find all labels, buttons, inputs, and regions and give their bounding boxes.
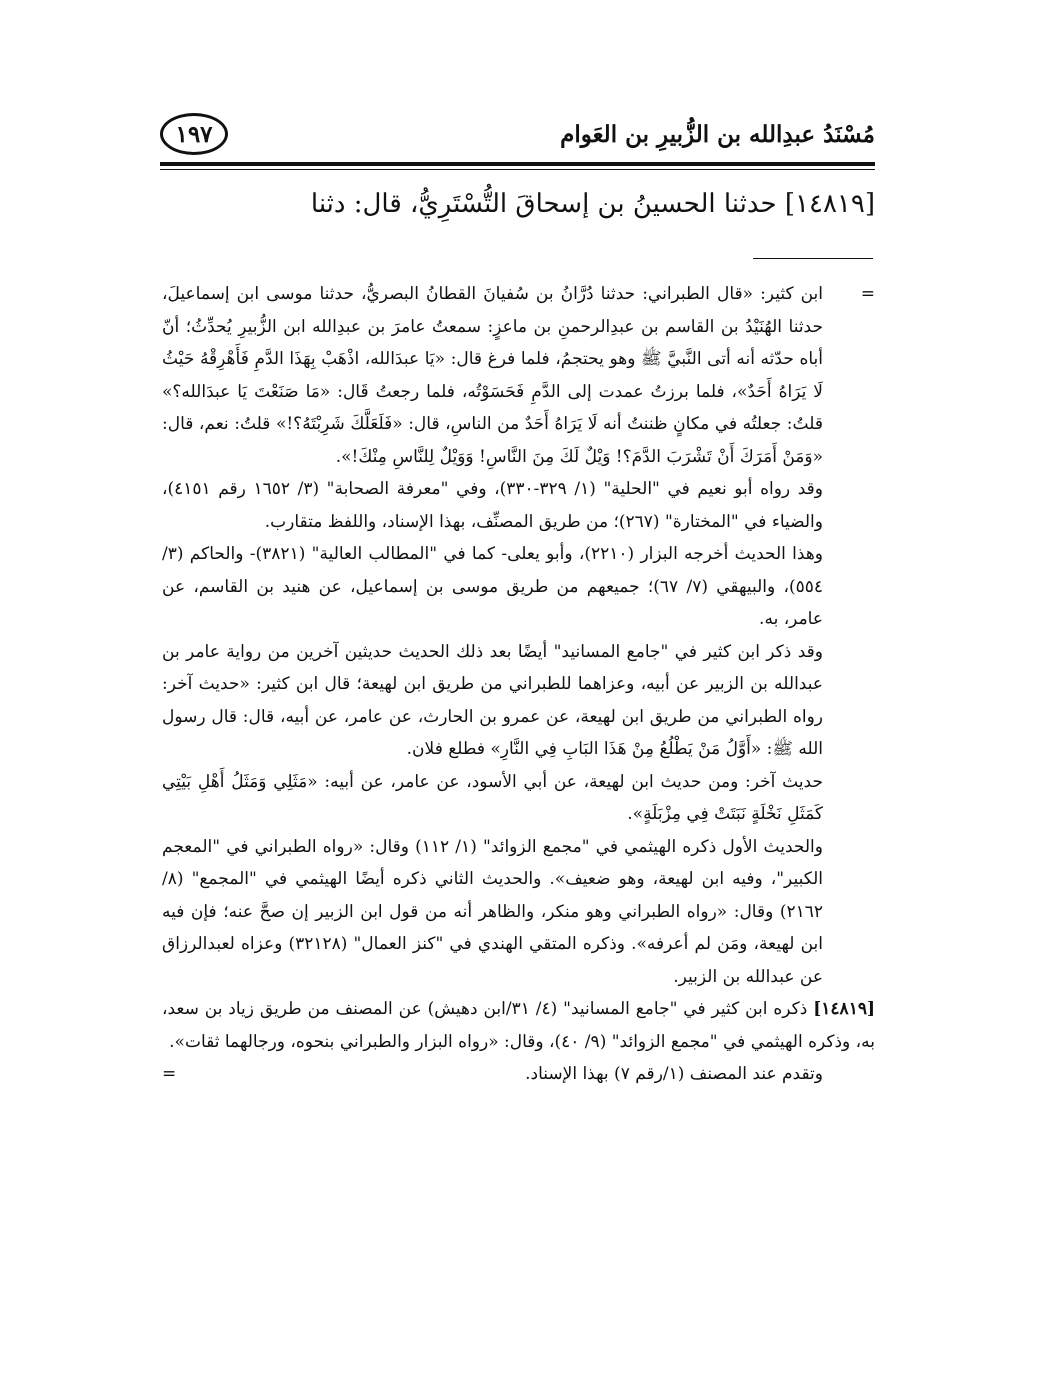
footnote-paragraph-7 [162, 993, 875, 1058]
footnote-paragraph-1 [162, 278, 875, 473]
footnote-text-5: حديث آخر: ومن حديث ابن لهيعة، عن أبي الأسود، عن عامر، عن أبيه: «مَثَلِي وَمَثَلُ أَهْلِ بَيْتِي كَمَثَلِ نَخْلَةٍ نَبَتَتْ فِي مِزْبَلَةٍ». [162, 771, 823, 824]
footnote-paragraph-2 [162, 473, 875, 538]
footnote-text-3: وهذا الحديث أخرجه البزار (٢٢١٠)، وأبو يعلى- كما في "المطالب العالية" (٣٨٢١)- والحاكم (٣/ ٥٥٤)، والبيهقي (٧/ ٦٧)؛ جميعهم من طريق موسى بن إسماعيل، عن هنيد بن القاسم، عن عامر، به. [162, 544, 823, 629]
footnote-text-1: ابن كثير: «قال الطبراني: حدثنا دُرَّانُ بن سُفيانَ القطانُ البصريُّ، حدثنا موسى ابن إسماعيلَ، حدثنا الهُنَيْدُ بن القاسم بن عبدِالرحمنِ بن ماعزٍ: سمعتُ عامرَ بن عبدِالله ابن الزُّبيرِ يُحدِّثُ؛ أنّ أباه حدّثه أنه أتى النَّبيَّ ﷺ وهو يحتجمُ، فلما فرغ قال: «يَا عبدَالله، اذْهَبْ بِهَذَا الدَّمِ فَأَهْرِقْهُ حَيْثُ لَا يَرَاهُ أَحَدٌ»، فلما برزتُ عمدت إلى الدَّمِ فَحَسَوْتُه، فلما رجعتُ قَال: «مَا صَنَعْتَ يَا عبدَالله؟» قلتُ: جعلتُه في مكانٍ ظننتُ أنه لَا يَرَاهُ أَحَدٌ من الناسِ، قال: «فَلَعَلَّكَ شَرِبْتَهُ؟!» قلتُ: نعم، قال: «وَمَنْ أَمَرَكَ أَنْ تَشْرَبَ الدَّمَ؟! وَيْلٌ لَكَ مِنَ النَّاسِ! وَوَيْلٌ لِلنَّاسِ مِنْكَ!». [162, 284, 823, 467]
page-header [160, 108, 875, 160]
footnote-paragraph-3 [162, 538, 875, 636]
footnotes [162, 278, 875, 1091]
end-continuation-mark: = [162, 1064, 177, 1084]
footnote-text-8: وتقدم عند المصنف (١/رقم ٧) بهذا الإسناد. [525, 1064, 823, 1084]
continuation-mark: = [860, 284, 875, 304]
main-text: [١٤٨١٩] حدثنا الحسينُ بن إسحاقَ التُّسْتَرِيُّ، قال: دثنا [310, 189, 875, 219]
header-rule-thin [160, 169, 875, 170]
footnote-text-6: والحديث الأول ذكره الهيثمي في "مجمع الزوائد" (١/ ١١٢) وقال: «رواه الطبراني في "المعجم الكبير"، وفيه ابن لهيعة، وهو ضعيف». والحديث الثاني ذكره أيضًا الهيثمي في "المجمع" (٨/ ٢١٦٢) وقال: «رواه الطبراني وهو منكر، والظاهر أنه من قول ابن الزبير إن صحَّ عنه؛ فإن فيه ابن لهيعة، ومَن لم أعرفه». وذكره المتقي الهندي في "كنز العمال" (٣٢١٢٨) وعزاه لعبدالرزاق عن عبدالله بن الزبير. [162, 836, 823, 987]
running-title: مُسْنَدُ عبدِالله بن الزُّبيرِ بن العَوام [560, 120, 875, 148]
header-rule-thick [160, 162, 875, 166]
footnote-paragraph-6 [162, 831, 875, 994]
footnote-paragraph-8 [162, 1058, 875, 1091]
footnote-separator [753, 258, 873, 259]
page-number: ١٩٧ [160, 113, 228, 155]
footnote-text-4: وقد ذكر ابن كثير في "جامع المسانيد" أيضًا بعد ذلك الحديث حديثين آخرين من رواية عامر بن عبدالله بن الزبير عن أبيه، وعزاهما للطبراني من طريق ابن لهيعة؛ قال ابن كثير: «حديث آخر: رواه الطبراني من طريق ابن لهيعة، عن عمرو بن الحارث، عن عامر، عن أبيه، قال: قال رسول الله ﷺ: «أَوَّلُ مَنْ يَطْلُعُ مِنْ هَذَا البَابِ فِي النَّارِ» فطلع فلان. [162, 641, 823, 759]
footnote-paragraph-5 [162, 766, 875, 831]
footnote-text-7: ذكره ابن كثير في "جامع المسانيد" (٤/ ٣١/ابن دهيش) عن المصنف من طريق زياد بن سعد، به، وذكره الهيثمي في "مجمع الزوائد" (٩/ ٤٠)، وقال: «رواه البزار والطبراني بنحوه، ورجالهما ثقات». [162, 999, 875, 1052]
footnote-text-2: وقد رواه أبو نعيم في "الحلية" (١/ ٣٢٩-٣٣٠)، وفي "معرفة الصحابة" (٣/ ١٦٥٢ رقم ٤١٥١)، والضياء في "المختارة" (٢٦٧)؛ من طريق المصنِّف، بهذا الإسناد، واللفظ متقارب. [162, 479, 823, 532]
footnote-paragraph-4 [162, 636, 875, 766]
hadith-number-marker: [١٤٨١٩] [813, 999, 875, 1019]
